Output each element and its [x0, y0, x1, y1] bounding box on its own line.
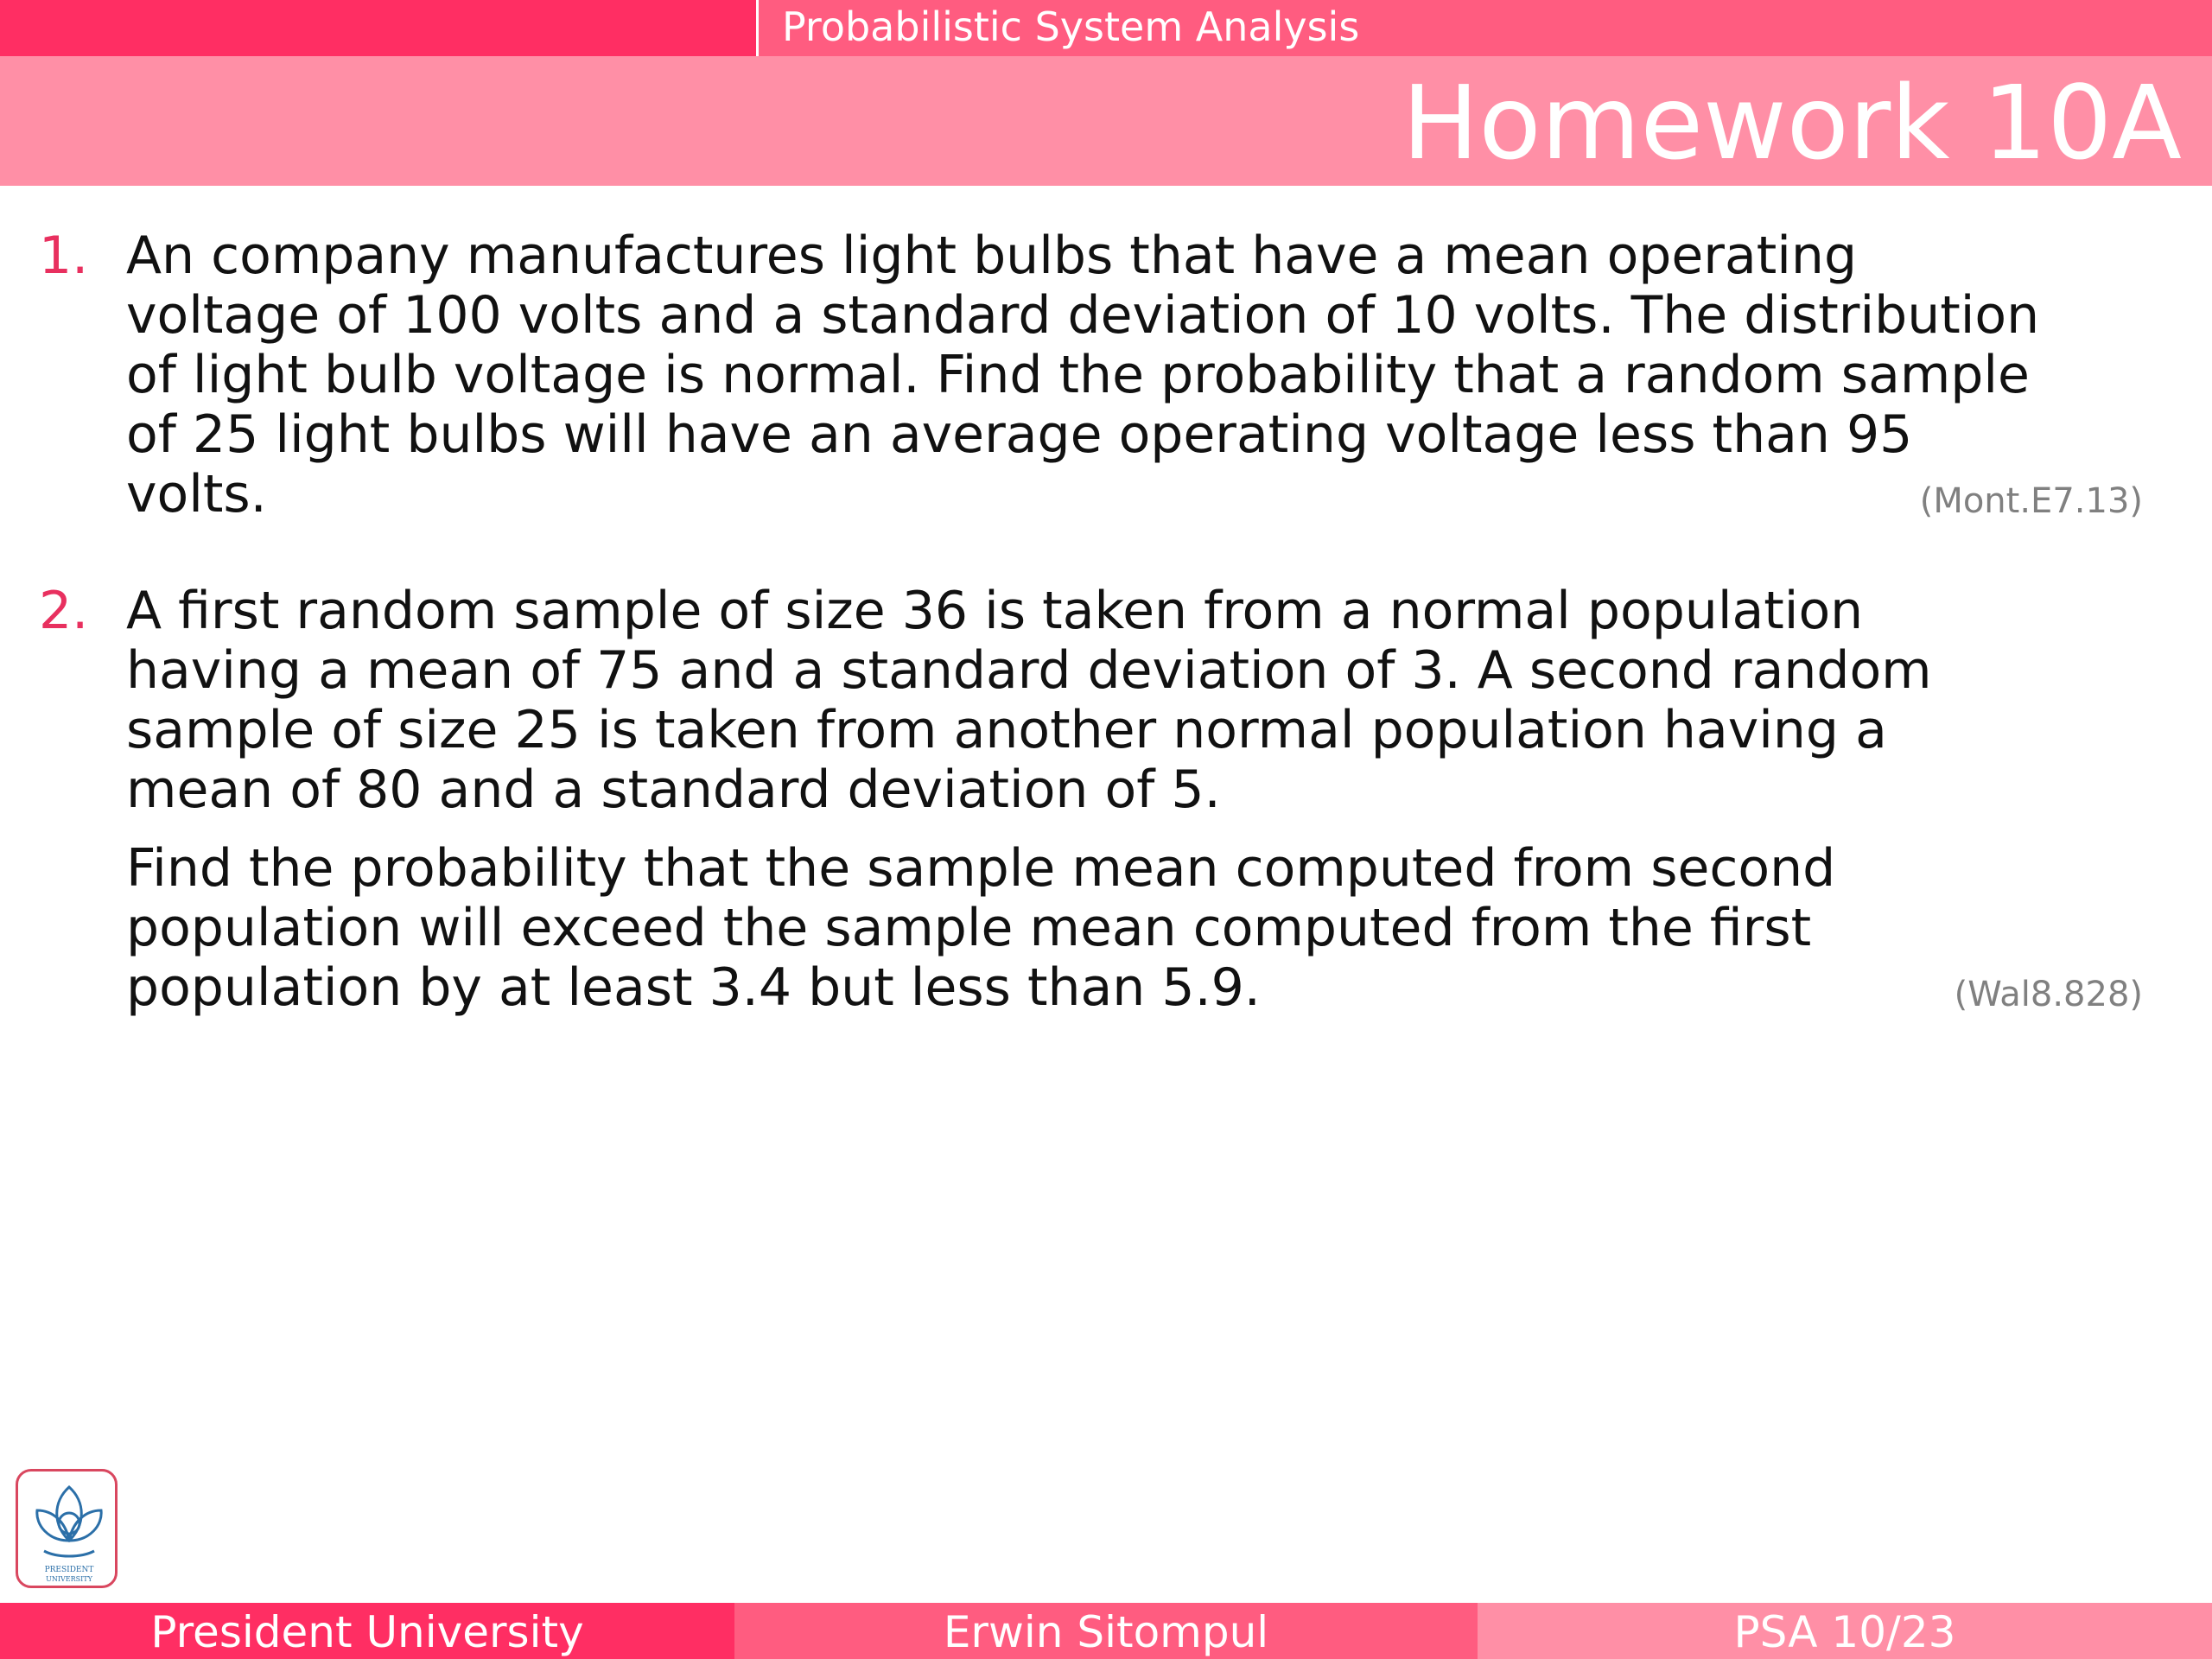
problem-1	[0, 226, 2212, 529]
footer-page-number: PSA 10/23	[1478, 1603, 2212, 1659]
problem-2-reference: (Wal8.828)	[1954, 975, 2143, 1014]
problem-1-reference: (Mont.E7.13)	[1919, 481, 2143, 521]
problem-2	[0, 582, 2212, 1031]
svg-text:UNIVERSITY: UNIVERSITY	[46, 1575, 92, 1583]
president-university-logo-icon	[16, 1469, 118, 1588]
problem-question-text: Find the probability that the sample mean computed from second population will exceed the sample mean computed from the first population by at least 3.4 but less than 5.9.	[126, 838, 1836, 1018]
problem-text: A first random sample of size 36 is taken from a normal population having a mean of 75 and a standard deviation of 3. A second random sample of size 25 is taken from another normal population having a mean of 80 and a standard deviation of 5.	[126, 581, 1932, 820]
top-bar-left-block	[0, 0, 756, 56]
footer-institution: President University	[0, 1603, 734, 1659]
top-bar	[0, 0, 2212, 56]
footer	[0, 1603, 2212, 1659]
slide-title: Homework 10A	[1402, 63, 2182, 182]
problem-text: An company manufactures light bulbs that have a mean operating voltage of 100 volts and a standard deviation of 10 volts. The distribution of light bulb voltage is normal. Find the probability that a random sample of 25 light bulbs will have an average operating voltage less than 95 volts.	[126, 226, 2040, 524]
footer-author: Erwin Sitompul	[734, 1603, 1478, 1659]
problem-number: 2.	[39, 581, 89, 641]
problem-number: 1.	[39, 226, 89, 286]
title-band	[0, 56, 2212, 186]
svg-text:PRESIDENT: PRESIDENT	[44, 1566, 94, 1574]
course-title: Probabilistic System Analysis	[782, 3, 1360, 50]
